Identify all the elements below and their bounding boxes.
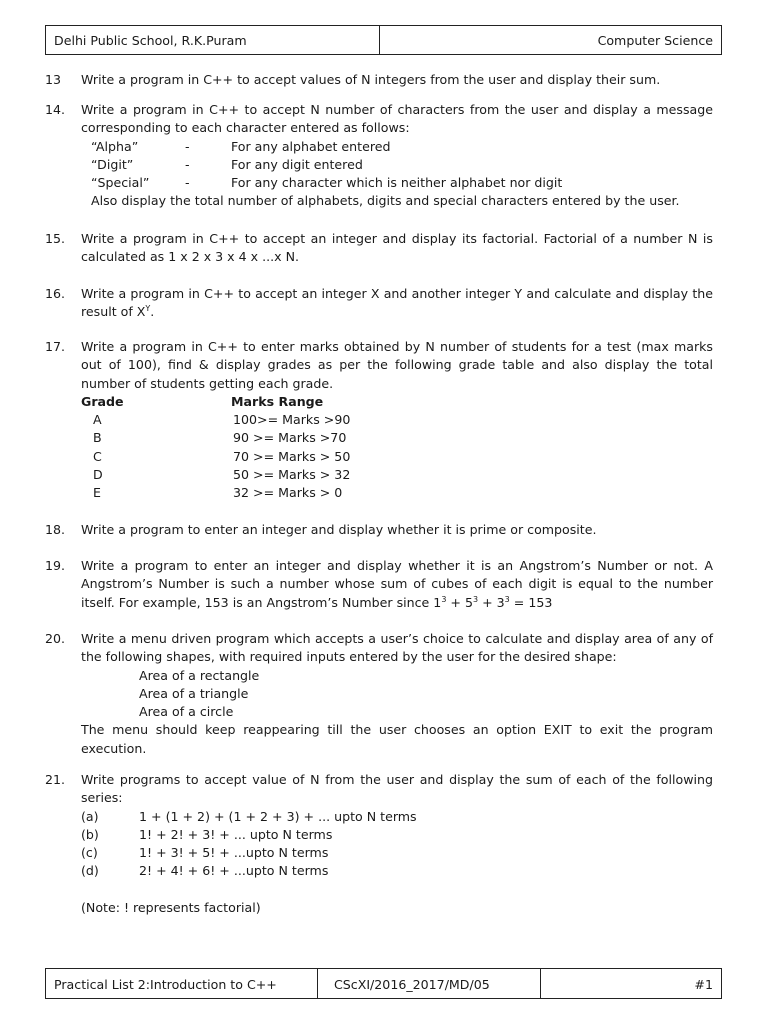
question-number: 14. [45, 102, 66, 117]
question-number: 16. [45, 286, 66, 301]
question-text: Write a menu driven program which accepts a user’s choice to calculate and display area of any of the following shapes, with required inputs entered by the user for the desired shape: [81, 631, 713, 665]
question-text: Write a program in C++ to accept an integer X and another integer Y and calculate and display the result of $X^Y$. [81, 286, 713, 320]
shape-item: Area of a rectangle [139, 667, 260, 683]
question-number: 20. [45, 631, 66, 646]
question-14 [45, 101, 713, 211]
question-text: Write a program in C++ to enter marks obtained by N number of students for a test (max marks out of 100), find & display grades as per the following grade table and also display the total number of students getting each grade. [81, 339, 713, 391]
series-item: (d) 2! + 4! + 6! + ...upto N terms [81, 863, 329, 879]
series-item: (a) 1 + (1 + 2) + (1 + 2 + 3) + ... upto N terms [81, 808, 417, 824]
question-text: Write a program to enter an integer and display whether it is an Angstrom’s Number or not. A Angstrom’s Number is such a number whose sum of cubes of each digit is equal to the number itself. For example, 153 is an Angstrom’s Number since $1^3 + 5^3 + 3^3 = 153$ [81, 558, 713, 610]
question-number: 18. [45, 522, 66, 537]
question-number: 13 [45, 72, 62, 87]
character-table [91, 138, 713, 193]
question-text: Write programs to accept value of N from the user and display the sum of each of the following series: [81, 772, 713, 806]
grade-table-header: Grade Marks Range [81, 393, 324, 409]
question-13 [45, 71, 713, 89]
grade-row: B 90 >= Marks >70 [93, 430, 347, 446]
question-20 [45, 630, 713, 758]
subject-name: Computer Science [597, 33, 713, 48]
shape-item: Area of a circle [139, 704, 234, 720]
grade-row: E 32 >= Marks > 0 [93, 485, 343, 501]
question-16 [45, 285, 713, 322]
char-row: “Special” - For any character which is neither alphabet nor digit [91, 175, 563, 191]
question-15 [45, 230, 713, 267]
question-text: Write a program in C++ to accept N number of characters from the user and display a message corresponding to each character entered as follows: [81, 102, 713, 136]
question-18 [45, 521, 713, 539]
series-item: (b) 1! + 2! + 3! + ... upto N terms [81, 826, 333, 842]
shapes-list [139, 667, 713, 722]
note: (Note: ! represents factorial) [81, 899, 261, 915]
shape-item: Area of a triangle [139, 685, 249, 701]
grade-row: A 100>= Marks >90 [93, 412, 351, 428]
question-number: 15. [45, 231, 66, 246]
page-header [45, 25, 722, 55]
school-name: Delhi Public School, R.K.Puram [46, 26, 380, 54]
question-text: Write a program to enter an integer and display whether it is prime or composite. [81, 522, 597, 537]
question-17 [45, 338, 713, 503]
char-row: “Alpha” - For any alphabet entered [91, 138, 391, 154]
char-row: “Digit” - For any digit entered [91, 156, 363, 172]
practical-title: Practical List 2:Introduction to C++ [46, 969, 318, 998]
grade-row: D 50 >= Marks > 32 [93, 467, 351, 483]
question-footer: The menu should keep reappearing till the user chooses an option EXIT to exit the program execution. [81, 722, 713, 756]
grade-table [81, 393, 713, 503]
page-number: #1 [694, 977, 713, 992]
series-item: (c) 1! + 3! + 5! + ...upto N terms [81, 845, 329, 861]
document-code: CScXI/2016_2017/MD/05 [318, 969, 541, 998]
grade-row: C 70 >= Marks > 50 [93, 448, 351, 464]
page-footer [45, 968, 722, 999]
question-number: 21. [45, 772, 66, 787]
series-list [81, 808, 713, 881]
question-21 [45, 771, 713, 917]
question-number: 17. [45, 339, 66, 354]
question-text: Write a program in C++ to accept an integer and display its factorial. Factorial of a number N is calculated as 1 x 2 x 3 x 4 x ...x N. [81, 231, 713, 265]
question-footer: Also display the total number of alphabets, digits and special characters entered by the user. [91, 193, 680, 209]
question-19 [45, 557, 713, 612]
question-text: Write a program in C++ to accept values of N integers from the user and display their sum. [81, 72, 661, 87]
question-number: 19. [45, 558, 66, 573]
